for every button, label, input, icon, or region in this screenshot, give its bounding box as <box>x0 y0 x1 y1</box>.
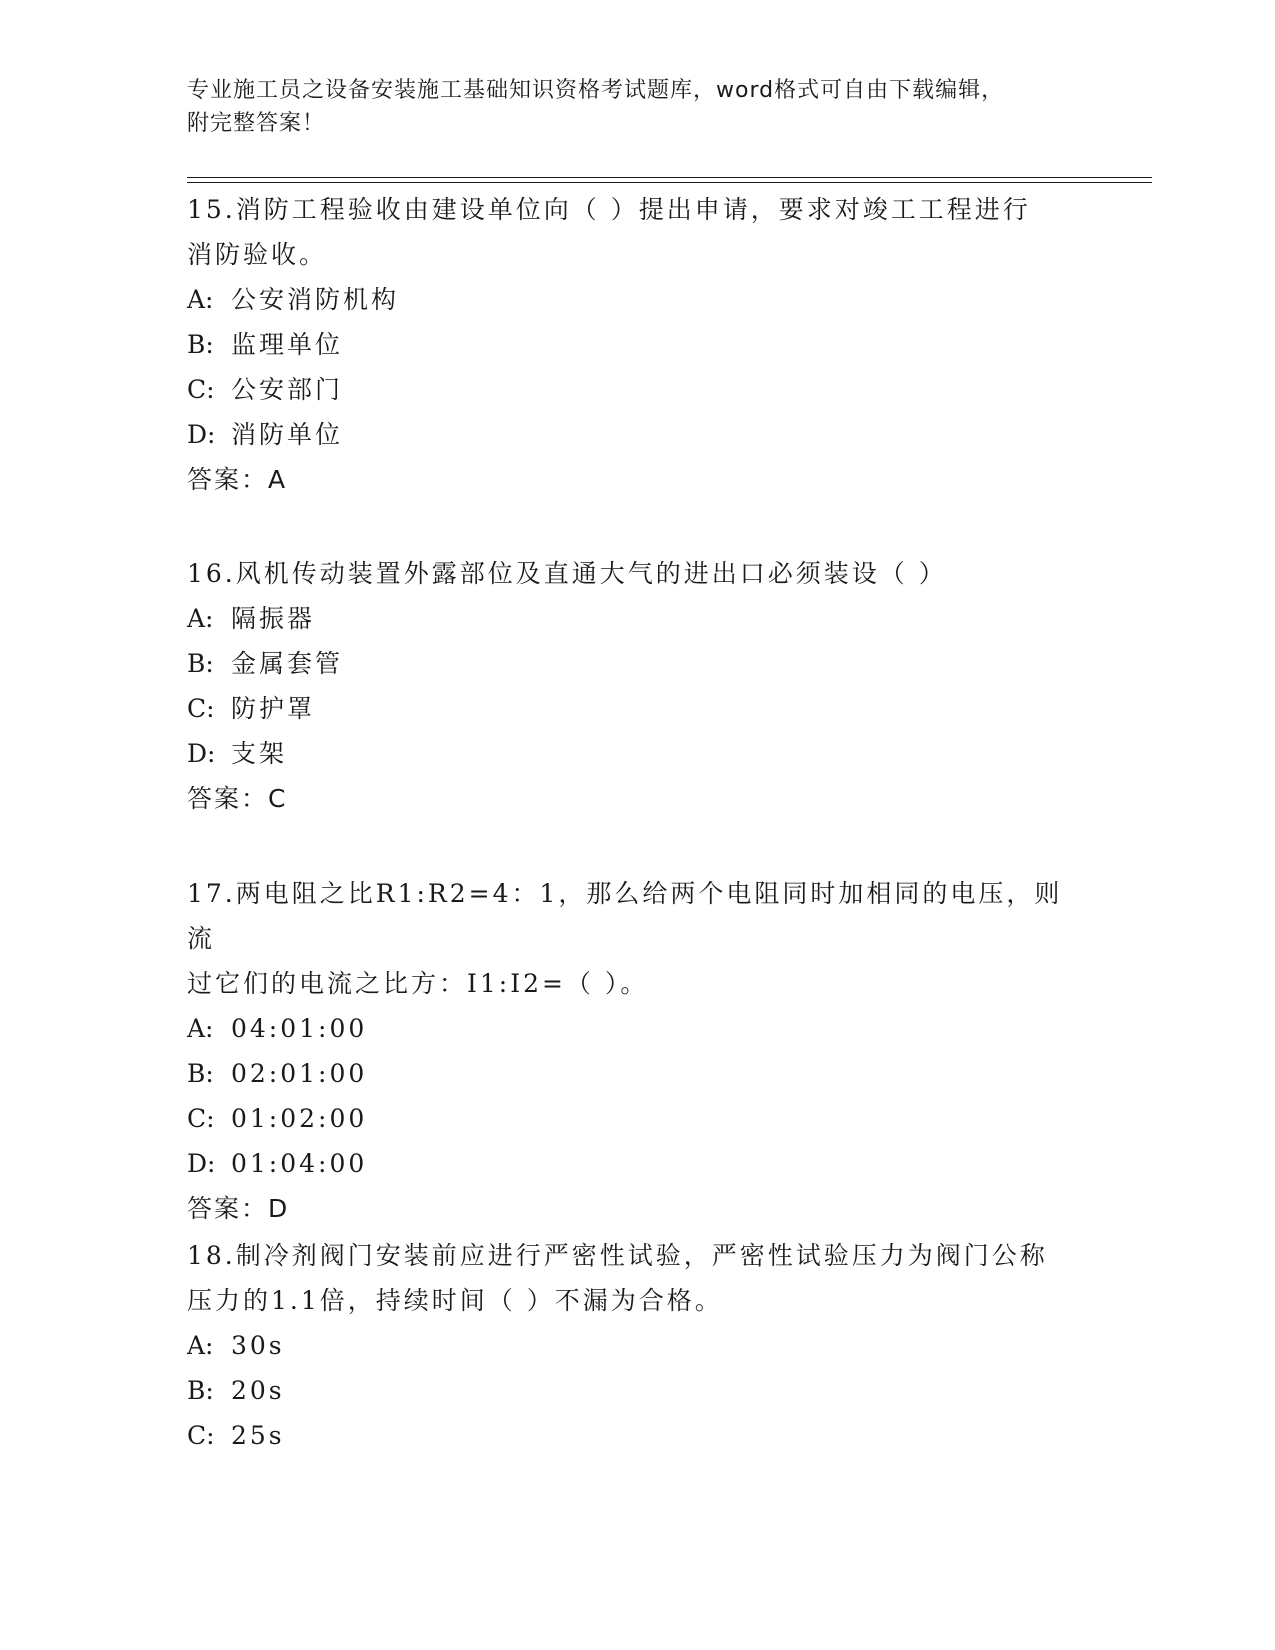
option-letter: D: <box>187 420 216 449</box>
option-letter: B: <box>187 330 214 359</box>
option-text: 01:02:00 <box>231 1104 368 1133</box>
option-c <box>187 367 1087 412</box>
option-a <box>187 1323 1087 1368</box>
question-text-line: 15.消防工程验收由建设单位向（ ）提出申请，要求对竣工工程进行 <box>187 195 1031 224</box>
document-header <box>187 74 1087 140</box>
question-18 <box>187 1233 1087 1458</box>
option-letter: B: <box>187 1376 214 1405</box>
option-text: 金属套管 <box>231 649 344 678</box>
question-17 <box>187 871 1087 1231</box>
option-text: 监理单位 <box>231 330 344 359</box>
option-d <box>187 1141 1087 1186</box>
answer-line: 答案：A <box>187 465 288 494</box>
option-text: 02:01:00 <box>231 1059 368 1088</box>
option-letter: D: <box>187 739 216 768</box>
option-c <box>187 686 1087 731</box>
question-15 <box>187 187 1087 502</box>
header-divider-bottom <box>187 182 1152 183</box>
option-d <box>187 412 1087 457</box>
option-d <box>187 731 1087 776</box>
option-b <box>187 641 1087 686</box>
question-text-line: 16.风机传动装置外露部位及直通大气的进出口必须装设（ ） <box>187 559 947 588</box>
answer-line: 答案：D <box>187 1194 290 1223</box>
option-letter: A: <box>187 1331 214 1360</box>
question-text-line: 压力的1.1倍，持续时间（ ）不漏为合格。 <box>187 1286 723 1315</box>
option-letter: B: <box>187 1059 214 1088</box>
option-b <box>187 1051 1087 1096</box>
option-text: 支架 <box>231 739 288 768</box>
option-text: 隔振器 <box>231 604 316 633</box>
header-line-2: 附完整答案！ <box>187 111 326 136</box>
option-letter: B: <box>187 649 214 678</box>
option-letter: C: <box>187 1421 215 1450</box>
option-a <box>187 1006 1087 1051</box>
question-text-line: 17.两电阻之比R1:R2=4：1，那么给两个电阻同时加相同的电压，则流 <box>187 879 1063 953</box>
option-c <box>187 1096 1087 1141</box>
option-letter: C: <box>187 1104 215 1133</box>
option-text: 30s <box>231 1331 285 1360</box>
question-16 <box>187 551 1087 821</box>
option-text: 20s <box>231 1376 285 1405</box>
option-letter: A: <box>187 285 214 314</box>
question-text-line: 消防验收。 <box>187 240 328 269</box>
option-b <box>187 322 1087 367</box>
option-letter: A: <box>187 604 214 633</box>
option-letter: D: <box>187 1149 216 1178</box>
header-line-1: 专业施工员之设备安装施工基础知识资格考试题库，word格式可自由下载编辑， <box>187 78 1005 103</box>
question-text-line: 18.制冷剂阀门安装前应进行严密性试验，严密性试验压力为阀门公称 <box>187 1241 1048 1270</box>
option-text: 公安部门 <box>231 375 344 404</box>
option-text: 公安消防机构 <box>231 285 400 314</box>
answer-line: 答案：C <box>187 784 288 813</box>
option-letter: C: <box>187 375 215 404</box>
option-text: 04:01:00 <box>231 1014 368 1043</box>
option-text: 01:04:00 <box>231 1149 368 1178</box>
option-b <box>187 1368 1087 1413</box>
option-text: 防护罩 <box>231 694 316 723</box>
question-text-line: 过它们的电流之比方：I1:I2=（ ）。 <box>187 969 649 998</box>
option-c <box>187 1413 1087 1458</box>
option-a <box>187 277 1087 322</box>
option-text: 消防单位 <box>231 420 344 449</box>
header-divider-top <box>187 177 1152 178</box>
option-letter: C: <box>187 694 215 723</box>
option-letter: A: <box>187 1014 214 1043</box>
option-a <box>187 596 1087 641</box>
option-text: 25s <box>231 1421 285 1450</box>
